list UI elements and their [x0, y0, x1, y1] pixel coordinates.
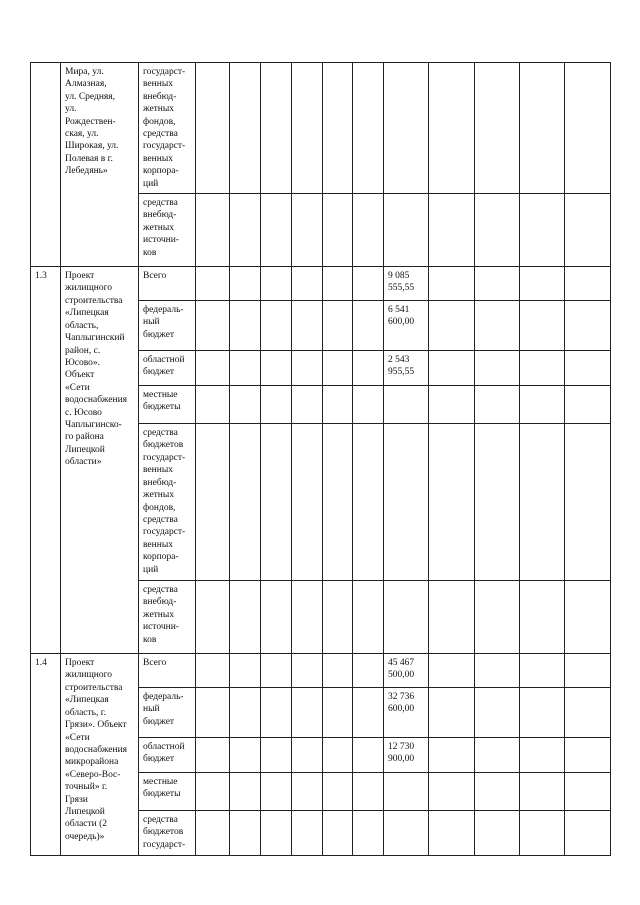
empty-cell [429, 267, 475, 301]
empty-cell [230, 773, 261, 811]
item-number: 1.4 [31, 654, 61, 856]
empty-cell [353, 581, 384, 654]
table-row [31, 267, 611, 301]
table-row [31, 63, 611, 194]
empty-cell [429, 194, 475, 267]
empty-cell [520, 688, 565, 738]
empty-cell [353, 63, 384, 194]
empty-cell [292, 194, 323, 267]
empty-cell [475, 351, 520, 386]
empty-cell [565, 386, 611, 424]
funding-source: местные бюджеты [139, 386, 196, 424]
funding-source: государст- венных внебюд- жетных фондов, средства государст- венных корпора- ций [139, 63, 196, 194]
amount-cell [384, 63, 429, 194]
empty-cell [323, 301, 353, 351]
empty-cell [230, 581, 261, 654]
empty-cell [261, 267, 292, 301]
empty-cell [475, 688, 520, 738]
empty-cell [475, 267, 520, 301]
empty-cell [261, 581, 292, 654]
amount-cell: 6 541 600,00 [384, 301, 429, 351]
empty-cell [353, 301, 384, 351]
empty-cell [196, 301, 230, 351]
empty-cell [353, 688, 384, 738]
empty-cell [565, 351, 611, 386]
empty-cell [520, 267, 565, 301]
empty-cell [230, 424, 261, 581]
empty-cell [520, 738, 565, 773]
empty-cell [353, 386, 384, 424]
amount-cell: 2 543 955,55 [384, 351, 429, 386]
empty-cell [353, 267, 384, 301]
empty-cell [196, 811, 230, 856]
funding-source: областной бюджет [139, 738, 196, 773]
empty-cell [230, 738, 261, 773]
empty-cell [565, 267, 611, 301]
amount-cell: 32 736 600,00 [384, 688, 429, 738]
project-name: Проект жилищного строительства «Липецкая область, Чаплыгинский район, с. Юсово». Объект «Сети водоснабжения с. Юсово Чаплыгинско- го района Липецкой области» [61, 267, 139, 654]
empty-cell [292, 738, 323, 773]
empty-cell [230, 386, 261, 424]
amount-cell: 45 467 500,00 [384, 654, 429, 688]
empty-cell [261, 351, 292, 386]
empty-cell [353, 424, 384, 581]
empty-cell [520, 581, 565, 654]
empty-cell [230, 267, 261, 301]
empty-cell [429, 581, 475, 654]
empty-cell [196, 386, 230, 424]
empty-cell [323, 688, 353, 738]
funding-source: средства бюджетов государст- венных внебюд- жетных фондов, средства государст- венных корпора- ций [139, 424, 196, 581]
empty-cell [230, 654, 261, 688]
empty-cell [323, 424, 353, 581]
empty-cell [261, 811, 292, 856]
funding-source: средства внебюд- жетных источни- ков [139, 194, 196, 267]
empty-cell [292, 773, 323, 811]
empty-cell [292, 424, 323, 581]
empty-cell [520, 301, 565, 351]
item-number: 1.3 [31, 267, 61, 654]
empty-cell [429, 738, 475, 773]
empty-cell [353, 738, 384, 773]
amount-cell [384, 581, 429, 654]
amount-cell: 9 085 555,55 [384, 267, 429, 301]
empty-cell [196, 773, 230, 811]
funding-source: средства внебюд- жетных источни- ков [139, 581, 196, 654]
empty-cell [353, 773, 384, 811]
empty-cell [520, 386, 565, 424]
empty-cell [323, 267, 353, 301]
empty-cell [196, 738, 230, 773]
empty-cell [565, 194, 611, 267]
empty-cell [475, 654, 520, 688]
empty-cell [261, 688, 292, 738]
empty-cell [565, 581, 611, 654]
empty-cell [475, 811, 520, 856]
funding-source: федераль- ный бюджет [139, 688, 196, 738]
amount-cell [384, 773, 429, 811]
project-name: Мира, ул. Алмазная, ул. Средняя, ул. Рождествен- ская, ул. Широкая, ул. Полевая в г. Лебедянь» [61, 63, 139, 267]
empty-cell [261, 194, 292, 267]
empty-cell [261, 424, 292, 581]
item-number [31, 63, 61, 267]
amount-cell [384, 811, 429, 856]
empty-cell [230, 688, 261, 738]
funding-source: Всего [139, 654, 196, 688]
empty-cell [323, 811, 353, 856]
budget-table [30, 62, 611, 856]
empty-cell [565, 773, 611, 811]
empty-cell [565, 738, 611, 773]
empty-cell [475, 301, 520, 351]
empty-cell [520, 351, 565, 386]
empty-cell [292, 654, 323, 688]
empty-cell [292, 267, 323, 301]
empty-cell [353, 654, 384, 688]
empty-cell [196, 581, 230, 654]
amount-cell [384, 424, 429, 581]
empty-cell [565, 654, 611, 688]
empty-cell [520, 63, 565, 194]
empty-cell [429, 688, 475, 738]
empty-cell [565, 424, 611, 581]
empty-cell [261, 386, 292, 424]
empty-cell [475, 581, 520, 654]
empty-cell [565, 688, 611, 738]
empty-cell [429, 773, 475, 811]
empty-cell [565, 301, 611, 351]
empty-cell [475, 194, 520, 267]
empty-cell [520, 194, 565, 267]
project-name: Проект жилищного строительства «Липецкая область, г. Грязи». Объект «Сети водоснабжения микрорайона «Северо-Вос- точный» г. Грязи Липецкой области (2 очередь)» [61, 654, 139, 856]
table-row [31, 654, 611, 688]
table-body [31, 63, 611, 856]
empty-cell [475, 738, 520, 773]
empty-cell [230, 351, 261, 386]
empty-cell [196, 424, 230, 581]
empty-cell [261, 301, 292, 351]
empty-cell [230, 63, 261, 194]
funding-source: областной бюджет [139, 351, 196, 386]
empty-cell [196, 194, 230, 267]
empty-cell [475, 63, 520, 194]
empty-cell [292, 63, 323, 194]
empty-cell [196, 63, 230, 194]
empty-cell [323, 351, 353, 386]
empty-cell [323, 654, 353, 688]
empty-cell [520, 773, 565, 811]
empty-cell [475, 386, 520, 424]
empty-cell [323, 773, 353, 811]
empty-cell [353, 194, 384, 267]
empty-cell [196, 688, 230, 738]
empty-cell [230, 811, 261, 856]
funding-source: местные бюджеты [139, 773, 196, 811]
empty-cell [353, 351, 384, 386]
empty-cell [565, 63, 611, 194]
empty-cell [292, 351, 323, 386]
empty-cell [230, 194, 261, 267]
empty-cell [520, 811, 565, 856]
empty-cell [230, 301, 261, 351]
empty-cell [261, 738, 292, 773]
empty-cell [429, 654, 475, 688]
empty-cell [261, 654, 292, 688]
empty-cell [475, 424, 520, 581]
funding-source: Всего [139, 267, 196, 301]
empty-cell [196, 267, 230, 301]
empty-cell [429, 386, 475, 424]
empty-cell [429, 301, 475, 351]
empty-cell [520, 424, 565, 581]
empty-cell [429, 424, 475, 581]
empty-cell [323, 63, 353, 194]
empty-cell [565, 811, 611, 856]
empty-cell [323, 581, 353, 654]
empty-cell [475, 773, 520, 811]
empty-cell [261, 773, 292, 811]
empty-cell [353, 811, 384, 856]
empty-cell [520, 654, 565, 688]
empty-cell [292, 301, 323, 351]
empty-cell [292, 386, 323, 424]
amount-cell: 12 730 900,00 [384, 738, 429, 773]
empty-cell [261, 63, 292, 194]
empty-cell [323, 386, 353, 424]
amount-cell [384, 386, 429, 424]
empty-cell [323, 194, 353, 267]
empty-cell [323, 738, 353, 773]
empty-cell [429, 351, 475, 386]
empty-cell [292, 581, 323, 654]
funding-source: федераль- ный бюджет [139, 301, 196, 351]
empty-cell [292, 811, 323, 856]
funding-source: средства бюджетов государст- [139, 811, 196, 856]
empty-cell [196, 654, 230, 688]
empty-cell [196, 351, 230, 386]
empty-cell [429, 63, 475, 194]
empty-cell [429, 811, 475, 856]
amount-cell [384, 194, 429, 267]
empty-cell [292, 688, 323, 738]
